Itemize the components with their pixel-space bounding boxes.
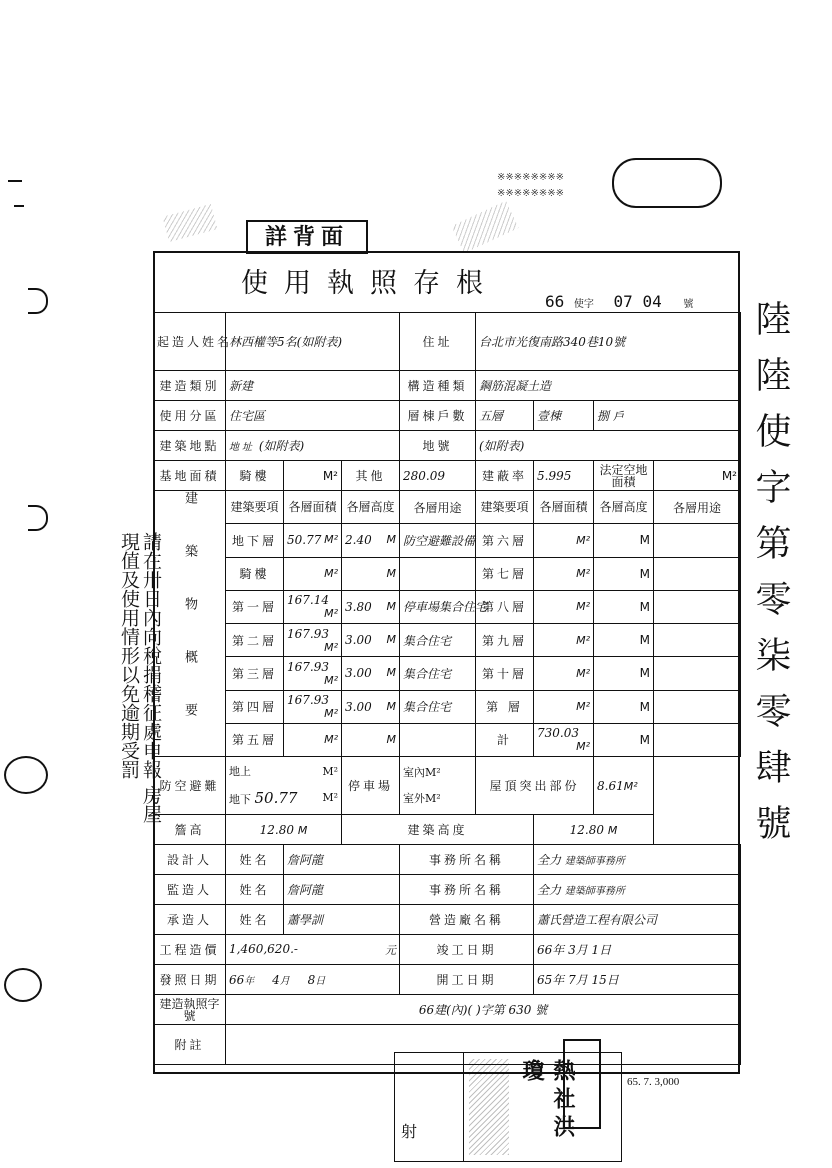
unit-count	[594, 401, 741, 431]
zone-label: 使用分區	[154, 401, 226, 431]
lot-value: (如附表)	[476, 431, 741, 461]
designer-label: 設計人	[154, 845, 226, 875]
coverage-label: 建蔽率	[476, 461, 534, 491]
margin-mark	[8, 180, 22, 182]
build-type: 新建	[226, 371, 400, 401]
roof-value: 8.61M²	[594, 757, 654, 815]
contractor-name-label: 姓名	[226, 905, 284, 935]
eave-label: 簷高	[154, 815, 226, 845]
arcade-area-unit: M²	[284, 461, 342, 491]
top-stamp-line: ※※※※※※※※	[497, 172, 565, 183]
roof-label: 屋頂突出部份	[476, 757, 594, 815]
contractor-label: 承造人	[154, 905, 226, 935]
site-address-label: 地址	[229, 442, 255, 453]
issue-label: 發照日期	[154, 965, 226, 995]
unit-count-value: 捌	[597, 409, 610, 423]
scan-smudge	[451, 201, 518, 254]
contractor-name: 蕭學訓	[284, 905, 400, 935]
site-address-value: (如附表)	[258, 439, 305, 453]
side-note-line: 請在卅日內向稅捐稽征處申報	[140, 532, 162, 779]
floor-use: 集合住宅	[400, 690, 476, 723]
oval-stamp	[612, 158, 722, 208]
floor-area-right: M²	[534, 657, 594, 690]
punch-hole	[4, 968, 42, 1002]
build-type-label: 建造類別	[154, 371, 226, 401]
floor-label-right: 第十層	[476, 657, 534, 690]
floor-label: 第三層	[226, 657, 284, 690]
floor-label: 第二層	[226, 624, 284, 657]
approval-divider	[463, 1053, 464, 1161]
site-area-label: 基地面積	[154, 461, 226, 491]
floor-use-right	[654, 557, 741, 590]
floor-height-right: M	[594, 524, 654, 557]
right-stamp-column: 陸陸使字第零柒零肆號	[750, 300, 791, 860]
approval-char: 射	[401, 1122, 418, 1141]
side-note-line: 房屋現值及使用情形以免逾期受罰	[118, 532, 162, 824]
shelter-values	[226, 757, 342, 815]
floor-area-right: M²	[534, 590, 594, 623]
punch-hole	[28, 505, 48, 531]
structure-type: 鋼筋混凝土造	[476, 371, 741, 401]
detail-back-stamp: 詳背面	[246, 220, 368, 254]
floor-height-right: M	[594, 624, 654, 657]
floors-value: 五層	[476, 401, 534, 431]
floor-row	[154, 624, 741, 657]
floor-area-right: M²	[534, 557, 594, 590]
site-address	[226, 431, 400, 461]
floor-height: M	[342, 557, 400, 590]
floor-height: 3.00 M	[342, 690, 400, 723]
floor-height: 3.80 M	[342, 590, 400, 623]
floor-row	[154, 657, 741, 690]
floor-label: 第四層	[226, 690, 284, 723]
floor-row	[154, 723, 741, 756]
floor-height-right: M	[594, 590, 654, 623]
col-header: 建築要項	[226, 491, 284, 524]
supervisor-label: 監造人	[154, 875, 226, 905]
supervisor-name-label: 姓名	[226, 875, 284, 905]
floor-area-right: M²	[534, 690, 594, 723]
supervisor-name: 詹阿龍	[284, 875, 400, 905]
shelter-above-unit: M²	[322, 764, 338, 778]
shelter-above-label: 地上	[229, 764, 251, 778]
floor-use-right	[654, 657, 741, 690]
height-value: 12.80 M	[534, 815, 654, 845]
shelter-below-unit: M²	[322, 790, 338, 804]
floor-use: 集合住宅	[400, 624, 476, 657]
contractor-office: 蕭氏營造工程有限公司	[534, 905, 741, 935]
eave-value: 12.80 M	[226, 815, 342, 845]
floor-use-right	[654, 590, 741, 623]
margin-mark	[14, 205, 24, 207]
floor-use: 集合住宅	[400, 657, 476, 690]
floor-label-right: 第 層	[476, 690, 534, 723]
floor-area: 167.93 M²	[284, 624, 342, 657]
start-label: 開工日期	[400, 965, 534, 995]
col-header: 各層面積	[534, 491, 594, 524]
completion-label: 竣工日期	[400, 935, 534, 965]
floor-label: 騎樓	[226, 557, 284, 590]
shelter-label: 防空避難	[154, 757, 226, 815]
floor-label-right: 第九層	[476, 624, 534, 657]
floor-area: 167.14 M²	[284, 590, 342, 623]
col-header: 建築要項	[476, 491, 534, 524]
issue-date: 66年 4月 8日	[226, 965, 400, 995]
floor-use-right	[654, 624, 741, 657]
floor-height-right: M	[594, 557, 654, 590]
floor-area-right: M²	[534, 524, 594, 557]
floor-height-right: M	[594, 657, 654, 690]
floor-area-right: M²	[534, 624, 594, 657]
parking-values	[400, 757, 476, 815]
summary-side-label: 建築物概要	[154, 491, 226, 757]
parking-label: 停車場	[342, 757, 400, 815]
floor-area: 167.93 M²	[284, 690, 342, 723]
license-number	[545, 292, 693, 311]
form-title: 使用執照存根	[241, 268, 499, 299]
floor-height: 3.00 M	[342, 624, 400, 657]
floor-label-right: 計	[476, 723, 534, 756]
parking-indoor: 室內M²	[403, 765, 441, 779]
floor-row	[154, 690, 741, 723]
floor-area: M²	[284, 557, 342, 590]
site-label: 建築地點	[154, 431, 226, 461]
floor-label: 第五層	[226, 723, 284, 756]
floor-row	[154, 590, 741, 623]
license-suffix: 號	[683, 299, 694, 310]
floor-area: 50.77 M²	[284, 524, 342, 557]
floor-row	[154, 524, 741, 557]
top-stamp-text	[497, 170, 617, 202]
floor-label: 第一層	[226, 590, 284, 623]
structure-label: 構造種類	[400, 371, 476, 401]
designer-name-label: 姓名	[226, 845, 284, 875]
other-area-value: 280.09	[400, 461, 476, 491]
top-stamp-line: ※※※※※※※※	[497, 188, 565, 199]
open-space-label: 法定空地面積	[594, 461, 654, 491]
col-header: 各層用途	[400, 491, 476, 524]
approval-smudge	[469, 1059, 509, 1155]
open-space-unit: M²	[654, 461, 741, 491]
building-count: 壹棟	[534, 401, 594, 431]
start-date: 65年 7月 15日	[534, 965, 741, 995]
owner-address: 台北市光復南路340巷10號	[476, 313, 741, 371]
floor-use: 防空避難設備	[400, 524, 476, 557]
floors-label: 層棟戶數	[400, 401, 476, 431]
note-label: 附註	[154, 1025, 226, 1065]
seal-box	[563, 1039, 601, 1129]
col-header: 各層用途	[654, 491, 741, 524]
shelter-below-value: 50.77	[254, 788, 298, 807]
floor-label: 地下層	[226, 524, 284, 557]
floor-area-right: 730.03 M²	[534, 723, 594, 756]
cost-value: 1,460,620.- 元	[226, 935, 400, 965]
coverage-value: 5.995	[534, 461, 594, 491]
supervisor-office-label: 事務所名稱	[400, 875, 534, 905]
parking-outdoor: 室外M²	[403, 791, 441, 805]
height-label: 建築高度	[342, 815, 534, 845]
address-label: 住址	[400, 313, 476, 371]
scan-smudge	[162, 204, 217, 242]
floor-height-right: M	[594, 690, 654, 723]
designer-name: 詹阿龍	[284, 845, 400, 875]
floor-height-right: M	[594, 723, 654, 756]
col-header: 各層高度	[594, 491, 654, 524]
print-run: 65. 7. 3,000	[627, 1076, 680, 1088]
floor-use	[400, 723, 476, 756]
punch-hole	[28, 288, 48, 314]
other-area-label: 其他	[342, 461, 400, 491]
form-table	[153, 312, 741, 1065]
supervisor-office: 全力 建築師事務所	[534, 875, 741, 905]
arcade-area-label: 騎樓	[226, 461, 284, 491]
col-header: 各層高度	[342, 491, 400, 524]
lot-label: 地號	[400, 431, 476, 461]
owner-name: 林西權等5名(如附表)	[226, 313, 400, 371]
floor-row	[154, 557, 741, 590]
permit-number: 66建(內)( )字第 630 號	[226, 995, 741, 1025]
approval-block	[394, 1052, 622, 1162]
designer-office-label: 事務所名稱	[400, 845, 534, 875]
col-header: 各層面積	[284, 491, 342, 524]
owner-label: 起造人姓名	[154, 313, 226, 371]
designer-office: 全力 建築師事務所	[534, 845, 741, 875]
floor-use	[400, 557, 476, 590]
license-word: 使字	[573, 299, 594, 310]
license-year: 66	[545, 292, 565, 311]
floor-label-right: 第八層	[476, 590, 534, 623]
zone-value: 住宅區	[226, 401, 400, 431]
cost-label: 工程造價	[154, 935, 226, 965]
floor-area: M²	[284, 723, 342, 756]
punch-hole	[4, 756, 48, 794]
floor-use-right	[654, 524, 741, 557]
license-seq: 07 04	[613, 292, 662, 311]
floor-label-right: 第六層	[476, 524, 534, 557]
floor-area: 167.93 M²	[284, 657, 342, 690]
completion-date: 66年 3月 1日	[534, 935, 741, 965]
floor-height: 3.00 M	[342, 657, 400, 690]
shelter-below-label: 地下	[229, 792, 251, 806]
contractor-office-label: 營造廠名稱	[400, 905, 534, 935]
permit-label: 建造執照字號	[154, 995, 226, 1025]
floor-use-right	[654, 690, 741, 723]
floor-use-right	[654, 723, 741, 756]
floor-height: M	[342, 723, 400, 756]
approval-stamp: 熱社洪瓊	[519, 1059, 576, 1143]
floor-height: 2.40 M	[342, 524, 400, 557]
floor-label-right: 第七層	[476, 557, 534, 590]
unit-suffix: 戶	[612, 410, 624, 423]
floor-use: 停車場集合住宅	[400, 590, 476, 623]
